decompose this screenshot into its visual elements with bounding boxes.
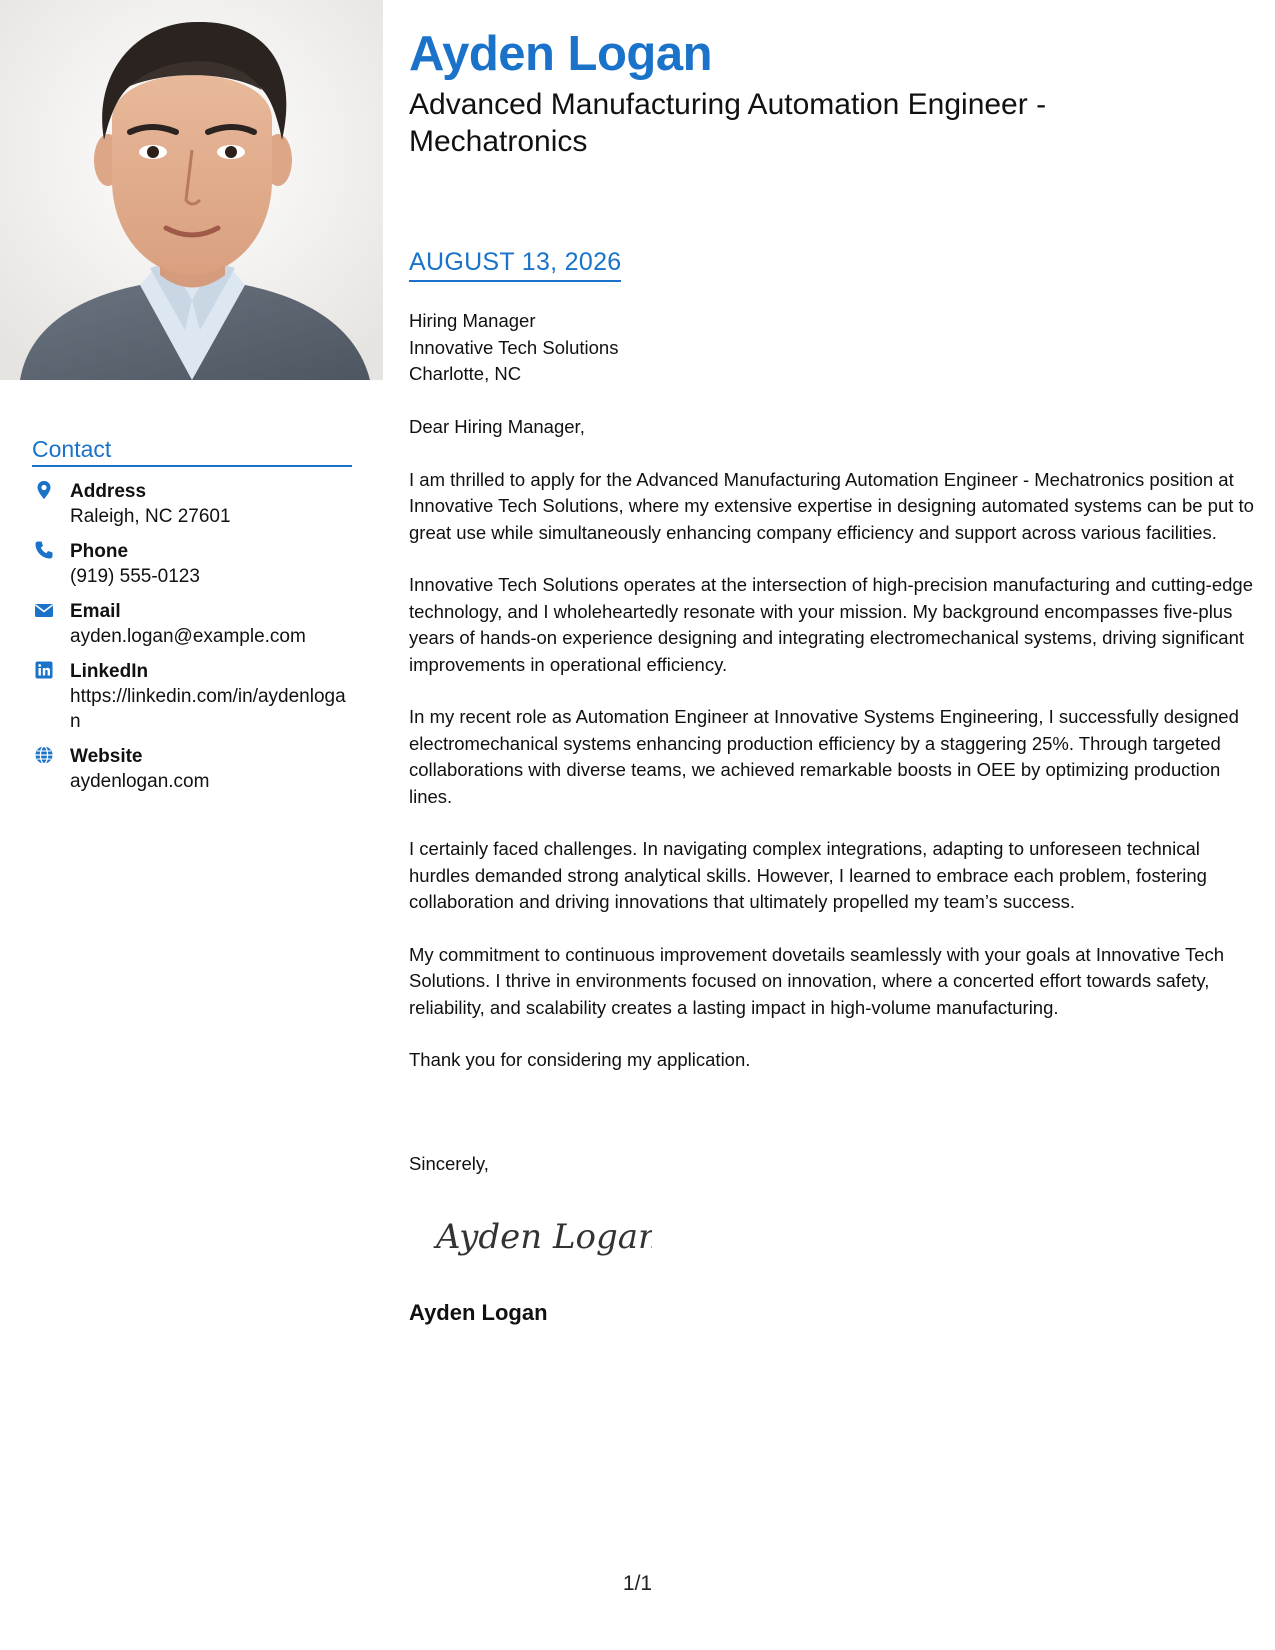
contact-item-linkedin (32, 659, 352, 734)
location-pin-icon (34, 480, 54, 500)
contact-label: LinkedIn (70, 661, 149, 682)
letter-body (409, 414, 1254, 1100)
letter-paragraph: My commitment to continuous improvement dovetails seamlessly with your goals at Innovative Tech Solutions. I thrive in environments focused on innovation, where a concerted effort towards safety, reliability, and scalability creates a lasting impact in high-volume manufacturing. (409, 943, 1225, 1018)
phone-icon (34, 540, 54, 560)
recipient-line: Charlotte, NC (409, 363, 522, 384)
contact-item-phone (32, 539, 352, 589)
contact-item-website (32, 744, 352, 794)
contact-item-email (32, 599, 352, 649)
contact-item-address (32, 479, 352, 529)
letter-date: AUGUST 13, 2026 (409, 248, 621, 282)
salutation: Dear Hiring Manager, (409, 416, 585, 437)
contact-heading: Contact (32, 436, 352, 467)
letter-paragraph: I certainly faced challenges. In navigating complex integrations, adapting to unforeseen technical hurdles demanded strong analytical skills. However, I learned to embrace each problem, fostering collaboration and driving innovations that ultimately propelled my team’s success. (409, 838, 1207, 912)
signature-image (432, 1206, 652, 1266)
contact-sidebar (32, 436, 352, 804)
signer-name: Ayden Logan (409, 1300, 548, 1325)
linkedin-value[interactable]: https://linkedin.com/in/aydenlogan (70, 686, 346, 732)
profile-photo (0, 0, 383, 380)
header (409, 24, 1254, 160)
signature-text: Ayden Logan (436, 1217, 652, 1257)
job-title: Advanced Manufacturing Automation Engineer - Mechatronics (409, 88, 1047, 158)
letter-paragraph: Innovative Tech Solutions operates at the intersection of high-precision manufacturing and cutting-edge technology, and I wholeheartedly resonate with your mission. My background encompasses five-plus years of hands-on experience designing and integrating electromechanical systems, driving significant improvements in operational efficiency. (409, 574, 1253, 675)
phone-value: (919) 555-0123 (70, 566, 200, 587)
website-value[interactable]: aydenlogan.com (70, 771, 210, 792)
email-value: ayden.logan@example.com (70, 626, 306, 647)
contact-label: Phone (70, 541, 129, 562)
closing: Sincerely, (409, 1153, 489, 1174)
contact-label: Email (70, 601, 121, 622)
contact-label: Address (70, 481, 147, 502)
page-number: 1/1 (622, 1572, 653, 1595)
recipient-line: Innovative Tech Solutions (409, 336, 619, 358)
recipient-line: Hiring Manager (409, 310, 536, 331)
letter-paragraph: I am thrilled to apply for the Advanced Manufacturing Automation Engineer - Mechatronics position at Innovative Tech Solutions, where my extensive expertise in designing automated systems can be put to great use while simultaneously enhancing company efficiency and support across various facilities. (409, 468, 1254, 543)
linkedin-icon (34, 660, 54, 680)
letter-paragraph: Thank you for considering my application. (409, 1049, 751, 1070)
address-value: Raleigh, NC 27601 (70, 506, 231, 527)
globe-icon (34, 745, 54, 765)
applicant-name: Ayden Logan (409, 27, 713, 81)
contact-label: Website (70, 746, 143, 767)
letter-paragraph: In my recent role as Automation Engineer at Innovative Systems Engineering, I successfully designed electromechanical systems enhancing production efficiency by a staggering 25%. Through targeted collaborations with diverse teams, we achieved remarkable boosts in OEE by optimizing production lines. (409, 706, 1239, 807)
recipient-block (409, 308, 618, 388)
email-icon (34, 600, 54, 620)
